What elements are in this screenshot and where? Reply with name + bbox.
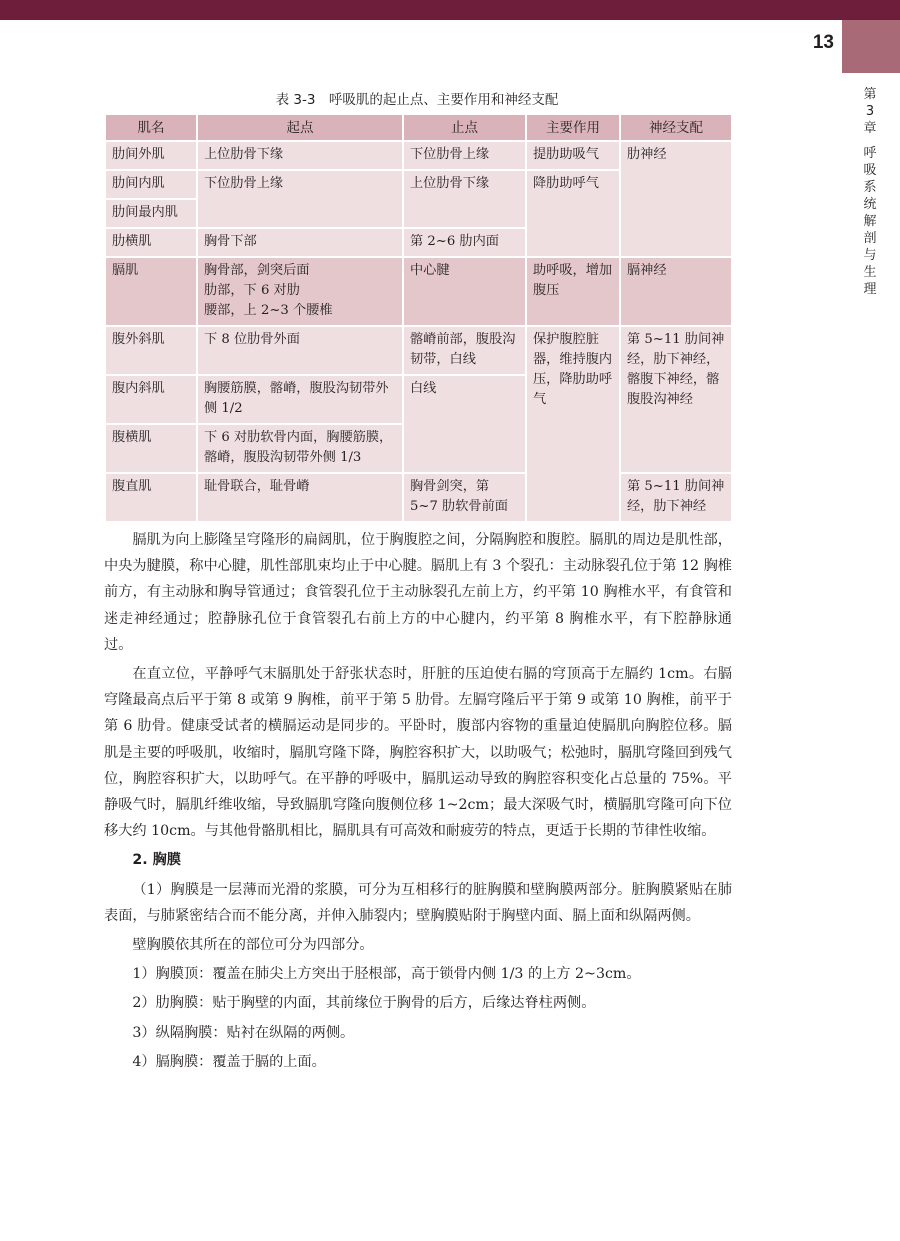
cell-muscle: 腹内斜肌 — [105, 375, 197, 424]
header-muscle: 肌名 — [105, 114, 197, 141]
chapter-char: 统 — [863, 197, 877, 212]
cell-insertion: 胸骨剑突，第 5~7 肋软骨前面 — [403, 473, 526, 522]
header-action: 主要作用 — [526, 114, 620, 141]
header-nerve: 神经支配 — [620, 114, 732, 141]
table-row — [105, 141, 732, 170]
list-item: 4）膈胸膜：覆盖于膈的上面。 — [132, 1053, 326, 1070]
chapter-char — [844, 137, 896, 145]
paragraph: （1）胸膜是一层薄而光滑的浆膜，可分为互相移行的脏胸膜和壁胸膜两部分。脏胸膜紧贴在肺表面，与肺紧密结合而不能分离，并伸入肺裂内；壁胸膜贴附于胸壁内面、膈上面和纵隔两侧。 — [104, 881, 732, 924]
cell-muscle: 腹直肌 — [105, 473, 197, 522]
cell-origin: 下 8 位肋骨外面 — [197, 326, 403, 375]
section-heading — [104, 847, 732, 873]
chapter-char: 理 — [863, 282, 877, 297]
cell-muscle: 腹外斜肌 — [105, 326, 197, 375]
cell-action: 保护腹腔脏器，维持腹内压，降肋助呼气 — [526, 326, 620, 522]
chapter-char: 解 — [863, 214, 877, 229]
chapter-char: 系 — [863, 180, 877, 195]
cell-origin: 胸腰筋膜，髂嵴，腹股沟韧带外侧 1/2 — [197, 375, 403, 424]
page-tab — [842, 20, 900, 73]
chapter-char: 与 — [863, 248, 877, 263]
origin-line: 胸骨部，剑突后面 — [204, 263, 310, 278]
chapter-char: 吸 — [863, 163, 877, 178]
cell-muscle: 腹横肌 — [105, 424, 197, 473]
chapter-char: 剖 — [863, 231, 877, 246]
cell-muscle: 肋间内肌 — [105, 170, 197, 199]
section-heading-text: 2. 胸膜 — [132, 852, 181, 869]
chapter-char: 呼 — [863, 146, 877, 161]
cell-origin: 上位肋骨下缘 — [197, 141, 403, 170]
cell-insertion: 第 2~6 肋内面 — [403, 228, 526, 257]
cell-origin: 下 6 对肋软骨内面，胸腰筋膜，髂嵴，腹股沟韧带外侧 1/3 — [197, 424, 403, 473]
paragraph: 在直立位，平静呼气末膈肌处于舒张状态时，肝脏的压迫使右膈的穹顶高于左膈约 1cm。右膈穹隆最高点后平于第 8 或第 9 胸椎，前平于第 5 肋骨。左膈穹隆后平于第 9 或第 10 胸椎，前平于第 6 肋骨。健康受试者的横膈运动是同步的。平卧时，腹部内容物的重量迫使膈肌向胸腔位移。膈肌是主要的呼吸肌，收缩时，膈肌穹隆下降，胸腔容积扩大，以助吸气；松弛时，膈肌穹隆回到残气位，胸腔容积扩大，以助呼气。在平静的呼吸中，膈肌运动导致的胸腔容积变化占总量的 75%。平静吸气时，膈肌纤维收缩，导致膈肌穹隆向腹侧位移 1~2cm；最大深吸气时，横膈肌穹隆可向下位移大约 10cm。与其他骨骼肌相比，膈肌具有可高效和耐疲劳的特点，更适于长期的节律性收缩。 — [104, 666, 732, 840]
list-item: 3）纵隔胸膜：贴衬在纵隔的两侧。 — [132, 1024, 355, 1041]
table-header-row — [105, 114, 732, 141]
cell-action: 提肋助吸气 — [526, 141, 620, 170]
paragraph: 壁胸膜依其所在的部位可分为四部分。 — [132, 937, 374, 954]
cell-muscle: 膈肌 — [105, 257, 197, 326]
table-row — [105, 326, 732, 375]
chapter-char: 章 — [863, 121, 877, 136]
chapter-char: 第 — [863, 87, 877, 102]
cell-muscle: 肋间外肌 — [105, 141, 197, 170]
body-text — [104, 527, 732, 1075]
list-item: 1）胸膜顶：覆盖在肺尖上方突出于胫根部，高于锁骨内侧 1/3 的上方 2~3cm。 — [132, 966, 641, 983]
chapter-char: 3 — [865, 104, 875, 119]
cell-muscle: 肋横肌 — [105, 228, 197, 257]
cell-nerve: 膈神经 — [620, 257, 732, 326]
cell-origin: 胸骨下部 — [197, 228, 403, 257]
cell-insertion: 髂嵴前部，腹股沟韧带，白线 — [403, 326, 526, 375]
cell-insertion: 上位肋骨下缘 — [403, 170, 526, 228]
page-number: 13 — [812, 32, 834, 53]
origin-line: 肋部，下 6 对肋 — [204, 283, 300, 298]
paragraph: 膈肌为向上膨隆呈穹隆形的扁阔肌，位于胸腹腔之间，分隔胸腔和腹腔。膈肌的周边是肌性部，中央为腱膜，称中心腱，肌性部肌束均止于中心腱。膈肌上有 3 个裂孔：主动脉裂孔位于第 12 胸椎前方，有主动脉和胸导管通过；食管裂孔位于主动脉裂孔左前上方，约平第 10 胸椎水平，有食管和迷走神经通过；腔静脉孔位于食管裂孔右前上方的中心腱内，约平第 8 胸椎水平，有下腔静脉通过。 — [104, 532, 732, 653]
cell-nerve: 第 5~11 肋间神经，肋下神经，髂腹下神经，髂腹股沟神经 — [620, 326, 732, 473]
cell-origin — [197, 257, 403, 326]
cell-insertion: 白线 — [403, 375, 526, 473]
cell-insertion: 下位肋骨上缘 — [403, 141, 526, 170]
cell-origin: 下位肋骨上缘 — [197, 170, 403, 228]
respiratory-muscles-table — [104, 113, 733, 523]
table-caption: 表 3-3 呼吸肌的起止点、主要作用和神经支配 — [275, 92, 559, 108]
cell-origin: 耻骨联合，耻骨嵴 — [197, 473, 403, 522]
header-insertion: 止点 — [403, 114, 526, 141]
cell-muscle: 肋间最内肌 — [105, 199, 197, 228]
cell-insertion: 中心腱 — [403, 257, 526, 326]
cell-action: 助呼吸，增加腹压 — [526, 257, 620, 326]
origin-line: 腰部，上 2~3 个腰椎 — [204, 303, 333, 318]
cell-action: 降肋助呼气 — [526, 170, 620, 257]
list-item: 2）肋胸膜：贴于胸壁的内面，其前缘位于胸骨的后方，后缘达脊柱两侧。 — [132, 995, 596, 1012]
table-row — [105, 257, 732, 326]
cell-nerve: 肋神经 — [620, 141, 732, 257]
table-row — [105, 473, 732, 522]
cell-nerve: 第 5~11 肋间神经，肋下神经 — [620, 473, 732, 522]
chapter-side-title — [844, 86, 896, 298]
header-origin: 起点 — [197, 114, 403, 141]
top-color-bar — [0, 0, 900, 20]
chapter-char: 生 — [863, 265, 877, 280]
